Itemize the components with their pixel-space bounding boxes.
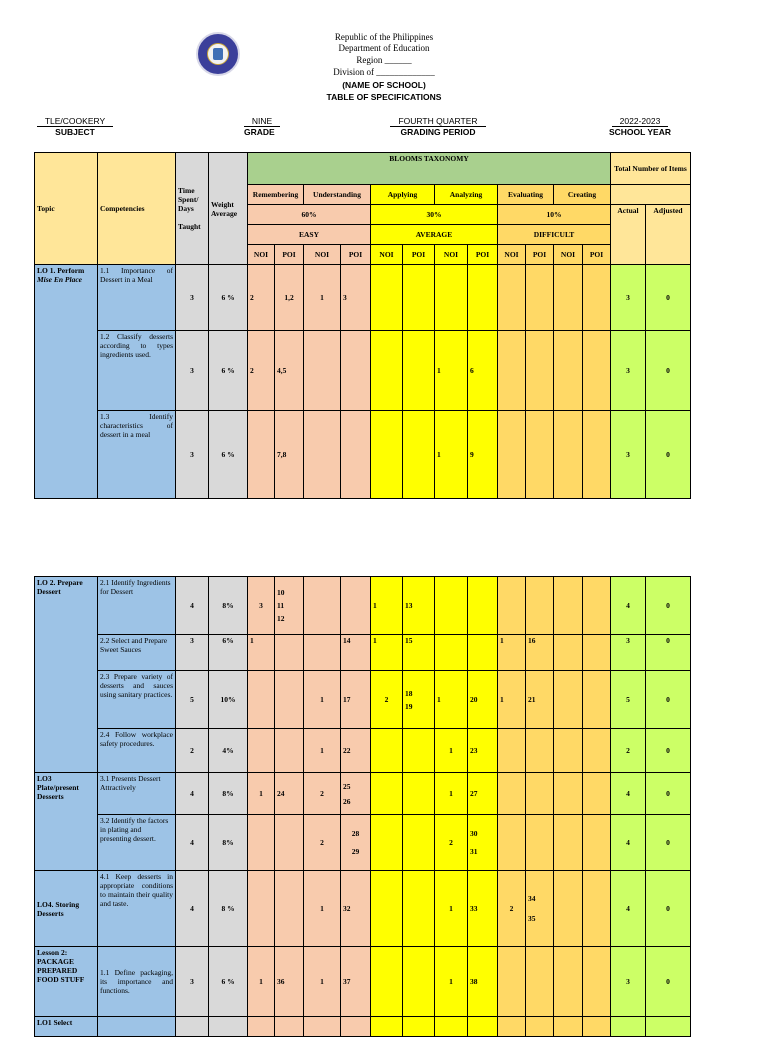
cell-poi <box>275 871 304 947</box>
cell-noi <box>435 577 468 635</box>
cell-poi <box>526 577 554 635</box>
cell-noi: 3 <box>248 577 275 635</box>
weight-cell: 6 % <box>209 411 248 499</box>
period-label: GRADING PERIOD <box>400 127 476 137</box>
header-blooms-taxonomy: BLOOMS TAXONOMY <box>248 153 611 185</box>
time-cell: 4 <box>176 577 209 635</box>
cell-poi <box>275 671 304 729</box>
header-title: TABLE OF SPECIFICATIONS <box>326 92 442 102</box>
diff-average: AVERAGE <box>371 225 498 245</box>
cell-noi: 2 <box>304 773 341 815</box>
diff-difficult: DIFFICULT <box>498 225 611 245</box>
cell-noi: 1 <box>435 729 468 773</box>
adjusted-cell: 0 <box>646 871 691 947</box>
cell-noi <box>554 671 583 729</box>
cell-poi <box>403 947 435 1017</box>
header-line-deped: Department of Education <box>338 43 430 53</box>
header-competencies: Competencies <box>98 153 176 265</box>
table-row <box>35 671 691 729</box>
cell-poi: 14 <box>341 635 371 671</box>
poi-item: 34 <box>528 893 536 903</box>
cell-noi <box>371 331 403 411</box>
cell-noi: 1 <box>248 947 275 1017</box>
header-actual: Actual <box>611 205 646 265</box>
cell-poi: 13 <box>403 577 435 635</box>
header-total-items: Total Number of Items <box>611 153 691 185</box>
cell-noi <box>498 773 526 815</box>
adjusted-cell: 0 <box>646 671 691 729</box>
cell-noi: 2 <box>248 265 275 331</box>
period-value: FOURTH QUARTER <box>390 116 485 127</box>
cell-noi <box>554 635 583 671</box>
table-row <box>35 871 691 947</box>
cell-poi <box>583 331 611 411</box>
adjusted-cell: 0 <box>646 773 691 815</box>
cell-noi <box>371 815 403 871</box>
weight-cell: 4% <box>209 729 248 773</box>
pct-easy: 60% <box>248 205 371 225</box>
cell-poi: 15 <box>403 635 435 671</box>
cell-poi <box>583 411 611 499</box>
adjusted-cell: 0 <box>646 729 691 773</box>
year-label: SCHOOL YEAR <box>608 127 672 137</box>
poi-item: 35 <box>528 913 536 923</box>
poi-header: POI <box>341 245 371 265</box>
noi-header: NOI <box>304 245 341 265</box>
poi-item: 26 <box>343 796 351 806</box>
topic-lo2: LO 2. Prepare Dessert <box>35 577 98 773</box>
cell-noi <box>248 815 275 871</box>
cell-poi <box>275 577 304 635</box>
table-row <box>35 947 691 1017</box>
poi-header: POI <box>468 245 498 265</box>
header-school-name: (NAME OF SCHOOL) <box>342 80 426 90</box>
cell-noi: 1 <box>304 729 341 773</box>
cell-poi <box>583 871 611 947</box>
header-time-spent <box>176 153 209 265</box>
cell-noi <box>498 729 526 773</box>
weight-cell <box>209 1017 248 1037</box>
year-value: 2022-2023 <box>612 116 669 127</box>
cell-noi: 2 <box>435 815 468 871</box>
cell-noi: 1 <box>304 871 341 947</box>
cell-poi <box>583 265 611 331</box>
cell-noi <box>554 947 583 1017</box>
cell-poi: 20 <box>468 671 498 729</box>
cell-poi <box>583 577 611 635</box>
table-row <box>35 773 691 815</box>
cell-poi <box>468 577 498 635</box>
competency-cell: 3.2 Identify the factors in plating and presenting dessert. <box>98 815 176 871</box>
tos-table-1 <box>34 152 691 499</box>
poi-item: 12 <box>277 614 285 623</box>
cell-poi <box>341 815 371 871</box>
time-cell: 3 <box>176 411 209 499</box>
cell-poi <box>403 671 435 729</box>
cell-noi <box>435 635 468 671</box>
cell-poi <box>468 815 498 871</box>
topic-lo3: LO3 Plate/present Desserts <box>35 773 98 871</box>
poi-item: 28 <box>351 828 360 838</box>
weight-cell: 8 % <box>209 871 248 947</box>
adjusted-cell: 0 <box>646 947 691 1017</box>
cell-noi <box>371 411 403 499</box>
cell-noi <box>248 671 275 729</box>
cell-poi <box>583 947 611 1017</box>
actual-cell: 4 <box>611 773 646 815</box>
cell-noi: 1 <box>435 773 468 815</box>
adjusted-cell <box>646 1017 691 1037</box>
cell-poi: 37 <box>341 947 371 1017</box>
cell-poi <box>403 871 435 947</box>
cell-noi: 1 <box>435 671 468 729</box>
actual-cell: 4 <box>611 577 646 635</box>
cell-poi: 1,2 <box>275 265 304 331</box>
cell-poi <box>526 411 554 499</box>
cell-noi <box>554 815 583 871</box>
weight-cell: 10% <box>209 671 248 729</box>
poi-item: 29 <box>351 846 360 856</box>
noi-header: NOI <box>435 245 468 265</box>
weight-cell: 8% <box>209 815 248 871</box>
poi-header: POI <box>403 245 435 265</box>
cell-noi <box>371 947 403 1017</box>
cell-poi: 27 <box>468 773 498 815</box>
noi-header: NOI <box>498 245 526 265</box>
cell-noi: 1 <box>304 947 341 1017</box>
cell-poi <box>403 265 435 331</box>
cell-noi <box>554 1017 583 1037</box>
cell-noi <box>498 411 526 499</box>
cell-poi: 32 <box>341 871 371 947</box>
competency-cell: 2.2 Select and Prepare Sweet Sauces <box>98 635 176 671</box>
cell-poi <box>341 1017 371 1037</box>
actual-cell: 4 <box>611 815 646 871</box>
period-meta <box>378 116 498 137</box>
cell-noi <box>248 871 275 947</box>
time-cell: 3 <box>176 265 209 331</box>
cell-poi: 21 <box>526 671 554 729</box>
time-cell: 4 <box>176 815 209 871</box>
cell-noi <box>371 871 403 947</box>
actual-cell: 2 <box>611 729 646 773</box>
cell-poi: 33 <box>468 871 498 947</box>
adjusted-cell: 0 <box>646 815 691 871</box>
cell-poi <box>275 635 304 671</box>
actual-cell: 4 <box>611 871 646 947</box>
cell-noi: 2 <box>498 871 526 947</box>
time-cell: 2 <box>176 729 209 773</box>
header-line-division: Division of _____________ <box>333 67 435 77</box>
total-spacer <box>611 185 691 205</box>
competency-cell: 1.1 Importance of Dessert in a Meal <box>98 265 176 331</box>
cell-noi <box>304 635 341 671</box>
cell-poi <box>403 331 435 411</box>
cell-poi <box>403 1017 435 1037</box>
cell-poi: 3 <box>341 265 371 331</box>
pct-difficult: 10% <box>498 205 611 225</box>
cell-poi <box>468 265 498 331</box>
cell-poi: 9 <box>468 411 498 499</box>
cell-noi <box>304 1017 341 1037</box>
time-cell: 3 <box>176 331 209 411</box>
poi-item: 11 <box>277 601 285 610</box>
cell-poi: 24 <box>275 773 304 815</box>
weight-cell: 6 % <box>209 265 248 331</box>
cell-poi <box>275 815 304 871</box>
cell-poi <box>341 411 371 499</box>
cell-poi <box>275 729 304 773</box>
cell-noi <box>554 331 583 411</box>
weight-cell: 6 % <box>209 331 248 411</box>
topic-next: LO1 Select <box>35 1017 98 1037</box>
cell-poi: 4,5 <box>275 331 304 411</box>
competency-cell <box>98 1017 176 1037</box>
cell-poi <box>583 815 611 871</box>
cell-noi <box>554 265 583 331</box>
cell-noi: 1 <box>498 635 526 671</box>
time-spent-label: Time Spent/ Days <box>178 186 199 213</box>
topic-lo1-subtitle: Mise En Place <box>37 275 82 284</box>
header-line-republic: Republic of the Philippines <box>334 32 434 42</box>
cell-poi <box>583 1017 611 1037</box>
competency-cell: 2.1 Identify Ingredients for Dessert <box>98 577 176 635</box>
time-cell: 3 <box>176 947 209 1017</box>
weight-cell: 6 % <box>209 947 248 1017</box>
poi-item: 31 <box>470 846 478 856</box>
cell-noi <box>304 331 341 411</box>
cell-poi <box>403 411 435 499</box>
cell-noi <box>435 265 468 331</box>
table-row <box>35 331 691 411</box>
cell-noi: 1 <box>304 265 341 331</box>
competency-cell: 4.1 Keep desserts in appropriate conditions to maintain their quality and taste. <box>98 871 176 947</box>
poi-header: POI <box>526 245 554 265</box>
cell-noi: 1 <box>435 411 468 499</box>
table-row <box>35 1017 691 1037</box>
cell-noi: 2 <box>304 815 341 871</box>
actual-cell: 3 <box>611 331 646 411</box>
actual-cell: 3 <box>611 265 646 331</box>
time-cell: 4 <box>176 773 209 815</box>
poi-header: POI <box>583 245 611 265</box>
cell-poi <box>403 729 435 773</box>
competency-cell: 3.1 Presents Dessert Attractively <box>98 773 176 815</box>
topic-lo1-title: LO 1. Perform <box>37 266 85 275</box>
cell-noi <box>371 773 403 815</box>
cell-poi: 6 <box>468 331 498 411</box>
noi-header: NOI <box>248 245 275 265</box>
cell-noi <box>554 773 583 815</box>
weight-cell: 8% <box>209 577 248 635</box>
competency-cell: 2.3 Prepare variety of desserts and sauces using sanitary practices. <box>98 671 176 729</box>
time-cell <box>176 1017 209 1037</box>
grade-meta <box>232 116 292 137</box>
cell-noi <box>304 577 341 635</box>
cell-noi <box>498 331 526 411</box>
cell-poi <box>526 1017 554 1037</box>
cell-poi <box>583 729 611 773</box>
competency-cell: 1.3 Identify characteristics of dessert in a meal <box>98 411 176 499</box>
grade-value: NINE <box>244 116 280 127</box>
competency-cell: 1.2 Classify desserts according to types ingredients used. <box>98 331 176 411</box>
adjusted-cell: 0 <box>646 411 691 499</box>
cell-noi: 1 <box>435 331 468 411</box>
cell-noi: 1 <box>498 671 526 729</box>
level-applying: Applying <box>371 185 435 205</box>
cell-noi <box>554 577 583 635</box>
cell-noi: 2 <box>248 331 275 411</box>
cell-noi: 1 <box>435 871 468 947</box>
cell-noi: 1 <box>435 947 468 1017</box>
cell-noi <box>498 577 526 635</box>
cell-poi: 38 <box>468 947 498 1017</box>
cell-poi: 22 <box>341 729 371 773</box>
actual-cell <box>611 1017 646 1037</box>
weight-cell: 8% <box>209 773 248 815</box>
actual-cell: 3 <box>611 635 646 671</box>
cell-noi <box>371 265 403 331</box>
cell-poi <box>341 331 371 411</box>
cell-poi <box>341 577 371 635</box>
poi-item: 10 <box>277 588 285 597</box>
taught-label: Taught <box>178 222 201 231</box>
cell-poi <box>526 947 554 1017</box>
cell-noi: 1 <box>248 635 275 671</box>
cell-poi: 16 <box>526 635 554 671</box>
subject-label: SUBJECT <box>55 127 95 137</box>
competency-cell: 2.4 Follow workplace safety procedures. <box>98 729 176 773</box>
time-cell: 3 <box>176 635 209 671</box>
poi-item: 30 <box>470 828 478 838</box>
cell-poi <box>341 773 371 815</box>
cell-poi: 36 <box>275 947 304 1017</box>
cell-noi <box>248 411 275 499</box>
cell-noi <box>435 1017 468 1037</box>
cell-poi <box>583 635 611 671</box>
subject-value: TLE/COOKERY <box>37 116 113 127</box>
poi-item: 25 <box>343 781 351 791</box>
cell-noi: 1 <box>371 577 403 635</box>
year-meta <box>585 116 695 137</box>
cell-noi: 1 <box>371 635 403 671</box>
cell-noi: 1 <box>304 671 341 729</box>
level-analyzing: Analyzing <box>435 185 498 205</box>
cell-poi <box>526 729 554 773</box>
weight-cell: 6% <box>209 635 248 671</box>
cell-poi <box>468 635 498 671</box>
topic-lesson-2: Lesson 2: PACKAGE PREPARED FOOD STUFF <box>35 947 98 1017</box>
cell-poi <box>583 773 611 815</box>
table-row <box>35 265 691 331</box>
header-line-region: Region ______ <box>356 55 412 65</box>
cell-poi: 23 <box>468 729 498 773</box>
cell-poi <box>526 331 554 411</box>
cell-noi: 2 <box>371 671 403 729</box>
cell-poi <box>583 671 611 729</box>
level-evaluating: Evaluating <box>498 185 554 205</box>
adjusted-cell: 0 <box>646 265 691 331</box>
actual-cell: 5 <box>611 671 646 729</box>
time-cell: 5 <box>176 671 209 729</box>
cell-noi <box>498 815 526 871</box>
table-row <box>35 577 691 635</box>
time-cell: 4 <box>176 871 209 947</box>
cell-poi <box>468 1017 498 1037</box>
cell-noi <box>248 1017 275 1037</box>
adjusted-cell: 0 <box>646 577 691 635</box>
actual-cell: 3 <box>611 411 646 499</box>
noi-header: NOI <box>554 245 583 265</box>
cell-poi: 17 <box>341 671 371 729</box>
diff-easy: EASY <box>248 225 371 245</box>
cell-poi <box>526 773 554 815</box>
poi-item: 19 <box>405 701 413 711</box>
cell-noi <box>371 729 403 773</box>
adjusted-cell: 0 <box>646 635 691 671</box>
cell-noi <box>498 1017 526 1037</box>
cell-poi <box>403 773 435 815</box>
topic-lo1 <box>35 265 98 499</box>
adjusted-cell: 0 <box>646 331 691 411</box>
poi-header: POI <box>275 245 304 265</box>
cell-poi <box>526 815 554 871</box>
header-weight-average: Weight Average <box>209 153 248 265</box>
subject-meta <box>34 116 116 137</box>
grade-label: GRADE <box>244 127 275 137</box>
poi-item: 18 <box>405 688 413 698</box>
cell-noi <box>554 411 583 499</box>
table-row <box>35 729 691 773</box>
table-row <box>35 635 691 671</box>
cell-noi <box>554 729 583 773</box>
header-topic: Topic <box>35 153 98 265</box>
topic-lo4: LO4. Storing Desserts <box>35 871 98 947</box>
cell-noi <box>498 265 526 331</box>
actual-cell: 3 <box>611 947 646 1017</box>
cell-noi <box>371 1017 403 1037</box>
table-row <box>35 411 691 499</box>
noi-header: NOI <box>371 245 403 265</box>
competency-cell: 1.1 Define packaging, its importance and functions. <box>98 947 176 1017</box>
table-row <box>35 815 691 871</box>
cell-noi <box>554 871 583 947</box>
level-understanding: Understanding <box>304 185 371 205</box>
level-creating: Creating <box>554 185 611 205</box>
cell-poi: 7,8 <box>275 411 304 499</box>
cell-noi <box>498 947 526 1017</box>
header-adjusted: Adjusted <box>646 205 691 265</box>
tos-table-2 <box>34 576 691 1037</box>
cell-noi: 1 <box>248 773 275 815</box>
pct-average: 30% <box>371 205 498 225</box>
cell-noi <box>248 729 275 773</box>
cell-poi <box>403 815 435 871</box>
cell-noi <box>304 411 341 499</box>
cell-poi <box>275 1017 304 1037</box>
level-remembering: Remembering <box>248 185 304 205</box>
cell-poi <box>526 265 554 331</box>
cell-poi <box>526 871 554 947</box>
